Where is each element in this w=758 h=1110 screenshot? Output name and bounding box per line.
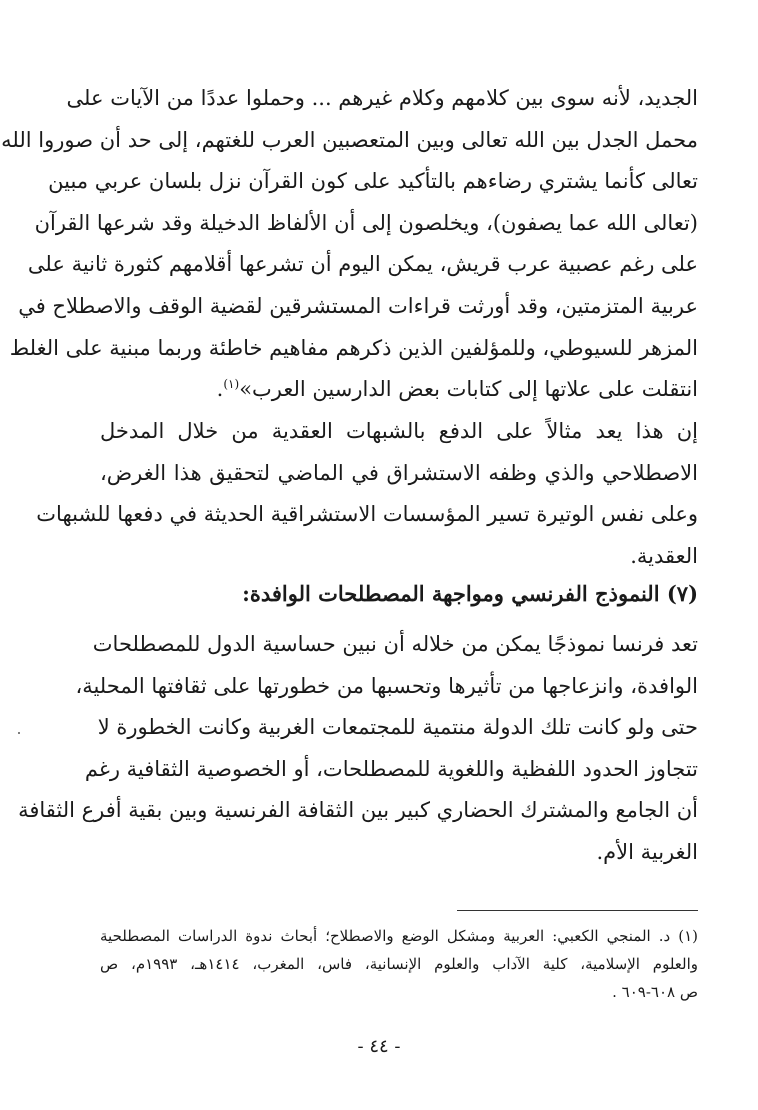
- text-line: الغربية الأم.: [596, 839, 698, 864]
- text-line: الجديد، لأنه سوى بين كلامهم وكلام غيرهم ... وحملوا عددًا من الآيات على: [66, 86, 698, 110]
- footnote: [100, 922, 698, 1006]
- text-line: أن الجامع والمشترك الحضاري كبير بين الثقافة الفرنسية وبين بقية أفرع الثقافة: [18, 798, 698, 823]
- footnote-line: (١) د. المنجي الكعبي: العربية ومشكل الوضع والاصطلاح؛ أبحاث ندوة الدراسات المصطلحية: [100, 927, 698, 945]
- text-line: إن هذا يعد مثالاً على الدفع بالشبهات العقدية من خلال المدخل: [100, 419, 698, 443]
- page-number: - ٤٤ -: [357, 1036, 401, 1057]
- text-line: (تعالى الله عما يصفون)، ويخلصون إلى أن الألفاظ الدخيلة وقد شرعها القرآن: [34, 210, 698, 235]
- text-line: على رغم عصبية عرب قريش، يمكن اليوم أن تشرعها أقلامهم كثورة ثانية على: [27, 252, 698, 277]
- text-line-content: انتقلت على علاتها إلى كتابات بعض الدارسين العرب»: [239, 377, 698, 402]
- footnote-separator: [457, 910, 698, 911]
- footnote-reference[interactable]: (١): [223, 377, 240, 392]
- text-line: تعالى كأنما يشتري رضاءهم بالتأكيد على كون القرآن نزل بلسان عربي مبين: [48, 169, 698, 194]
- paragraph-quote-continuation: [1, 78, 698, 411]
- paragraph-example: [36, 411, 698, 577]
- text-line: العقدية.: [630, 543, 698, 568]
- text-line: المزهر للسيوطي، وللمؤلفين الذين ذكرهم مفاهيم خاطئة وربما مبنية على الغلط: [9, 335, 698, 360]
- section-heading: (٧) النموذج الفرنسي ومواجهة المصطلحات الوافدة:: [242, 581, 698, 606]
- text-line: عربية المتزمتين، وقد أورثت قراءات المستشرقين لقضية الوقف والاصطلاح في: [18, 293, 698, 318]
- scan-speck: [18, 732, 20, 734]
- end-punctuation: .: [216, 377, 224, 402]
- text-line-last: [100, 369, 698, 411]
- footnote-line: ص ٦٠٨-٦٠٩ .: [612, 983, 698, 1001]
- text-line: الوافدة، وانزعاجها من تأثيرها وتحسبها من خطورتها على ثقافتها المحلية،: [75, 673, 698, 698]
- text-line: وعلى نفس الوتيرة تسير المؤسسات الاستشراقية الحديثة في دفعها للشبهات: [36, 502, 698, 527]
- text-line: حتى ولو كانت تلك الدولة منتمية للمجتمعات الغربية وكانت الخطورة لا: [97, 715, 698, 740]
- text-line: محمل الجدل بين الله تعالى وبين المتعصبين العرب للغتهم، إلى حد أن صوروا الله: [1, 127, 698, 152]
- text-line: الاصطلاحي والذي وظفه الاستشراق في الماضي لتحقيق هذا الغرض،: [100, 460, 698, 485]
- text-line: تعد فرنسا نموذجًا يمكن من خلاله أن نبين حساسية الدول للمصطلحات: [92, 632, 698, 656]
- text-line: تتجاوز الحدود اللفظية واللغوية للمصطلحات، أو الخصوصية الثقافية رغم: [84, 756, 698, 781]
- paragraph-french-model: [18, 624, 698, 874]
- footnote-line: والعلوم الإسلامية، كلية الآداب والعلوم الإنسانية، فاس، المغرب، ١٤١٤هـ، ١٩٩٣م، ص: [100, 955, 698, 973]
